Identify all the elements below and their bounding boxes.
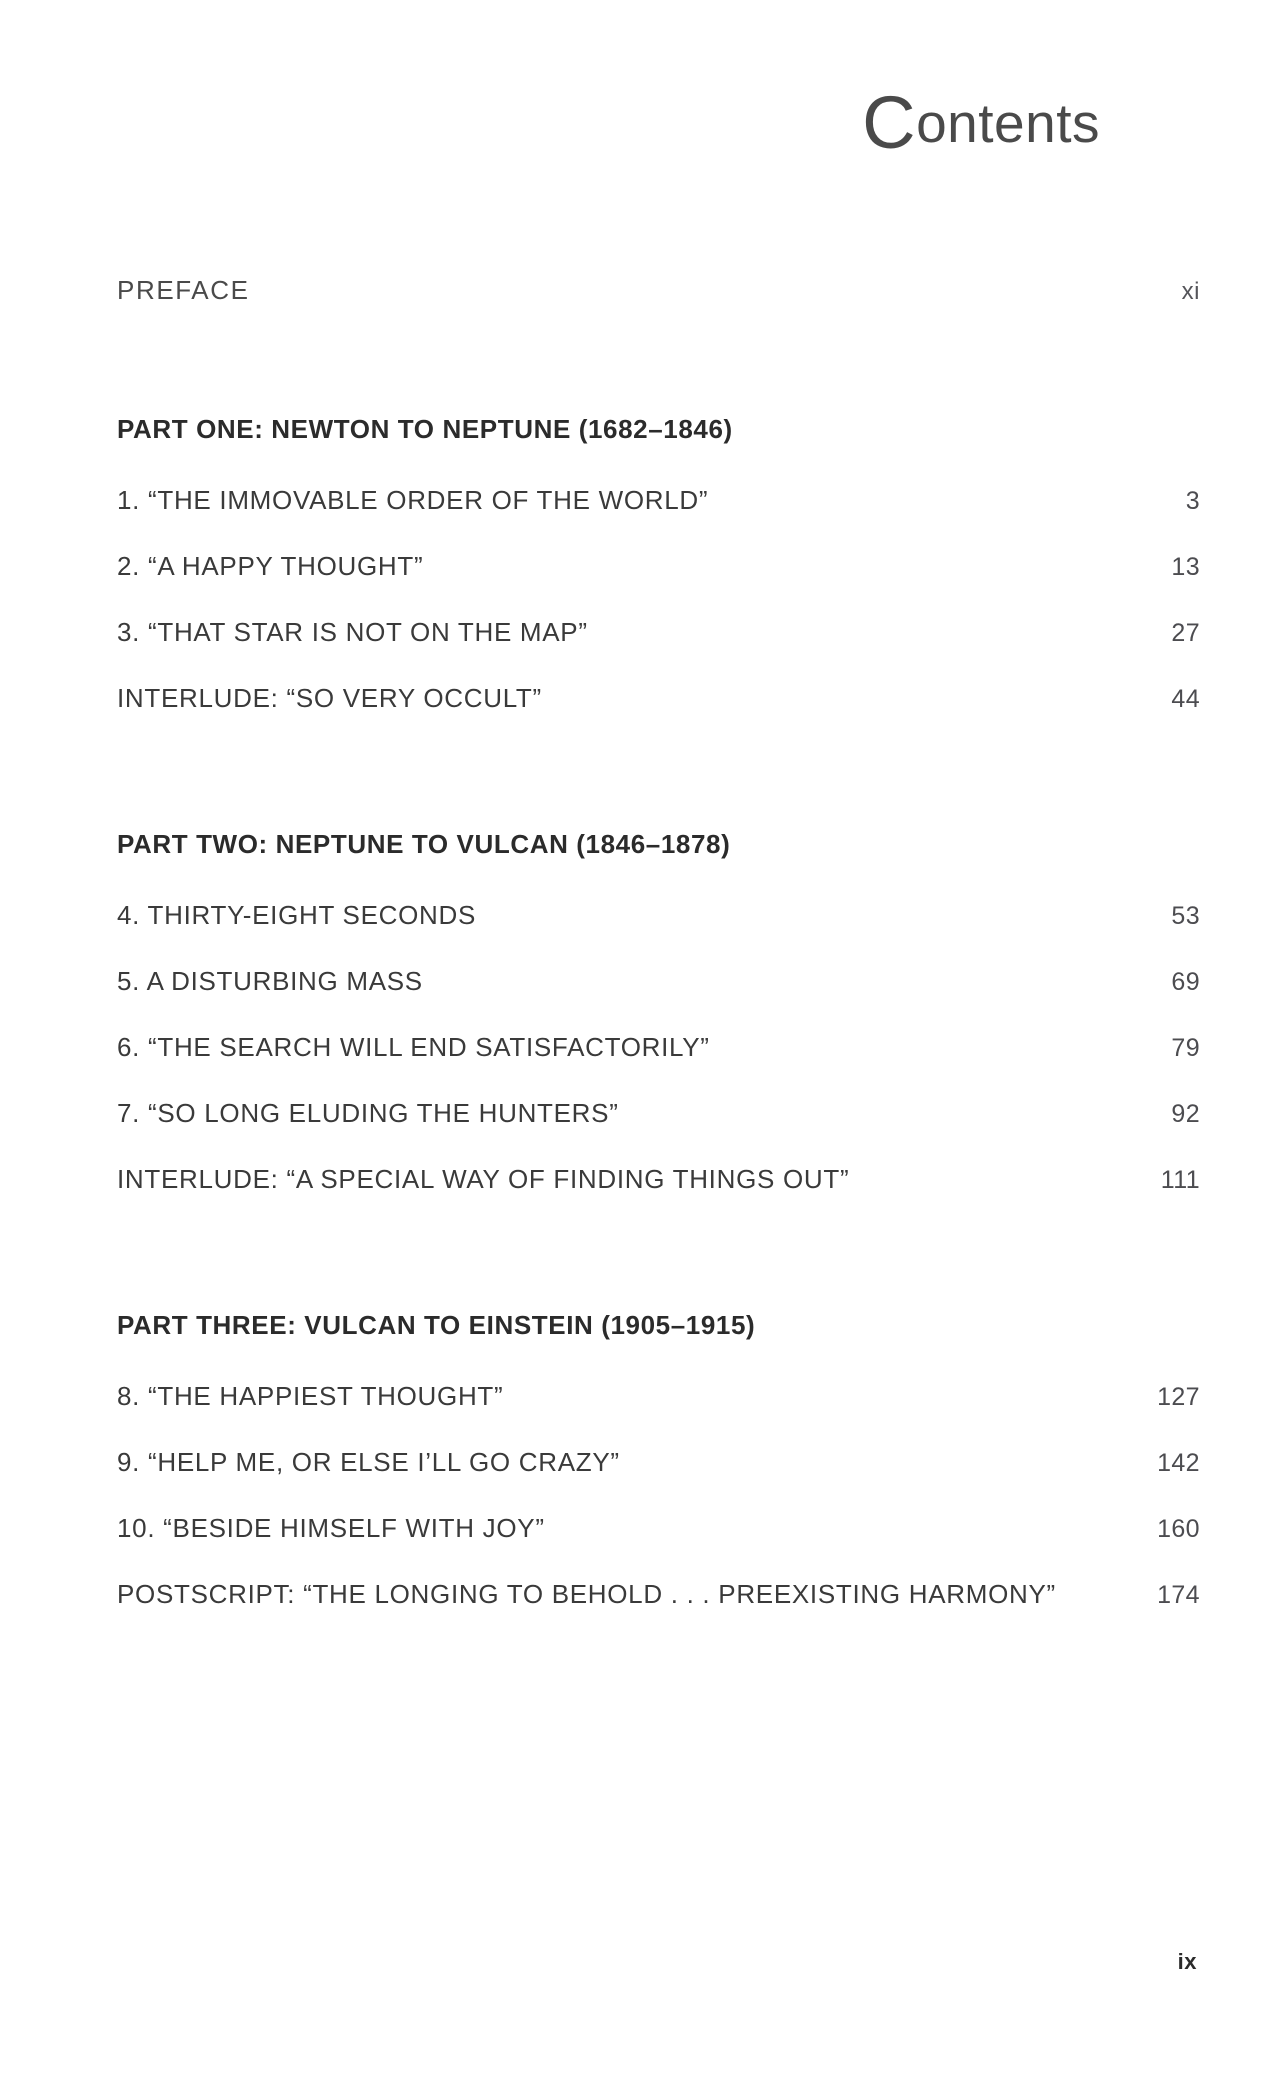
toc-entry-page: 92 — [1171, 1100, 1200, 1128]
toc-entry-page: 44 — [1171, 685, 1200, 713]
toc-entry-page: 69 — [1171, 968, 1200, 996]
toc-entry-1[interactable] — [117, 485, 1200, 516]
toc-entry-label: 8. “THE HAPPIEST THOUGHT” — [117, 1381, 504, 1411]
toc-entry-label: 5. A DISTURBING MASS — [117, 966, 423, 996]
toc-entry-page: 13 — [1171, 553, 1200, 581]
toc-entry-label: 9. “HELP ME, OR ELSE I’LL GO CRAZY” — [117, 1447, 620, 1477]
toc-entry-page: 142 — [1157, 1449, 1200, 1477]
toc-entry-page: 79 — [1171, 1034, 1200, 1062]
section-gap — [117, 1195, 1200, 1310]
entry-gap — [117, 1478, 1200, 1513]
entry-gap — [117, 1063, 1200, 1098]
part-heading-three: PART THREE: VULCAN TO EINSTEIN (1905–1915) — [117, 1310, 756, 1340]
section-gap — [117, 306, 1200, 414]
entry-gap — [117, 648, 1200, 683]
entry-gap — [117, 1412, 1200, 1447]
toc-entry-interlude-1[interactable] — [117, 683, 1200, 714]
heading-gap — [117, 860, 1200, 900]
toc-entry-label: 2. “A HAPPY THOUGHT” — [117, 551, 424, 581]
toc-entry-label: 6. “THE SEARCH WILL END SATISFACTORILY” — [117, 1032, 710, 1062]
toc-entry-4[interactable] — [117, 900, 1200, 931]
toc-entry-page: 174 — [1157, 1581, 1200, 1609]
toc-entry-label: INTERLUDE: “SO VERY OCCULT” — [117, 683, 542, 713]
toc-entry-interlude-2[interactable] — [117, 1164, 1200, 1195]
toc-entry-label: 1. “THE IMMOVABLE ORDER OF THE WORLD” — [117, 485, 709, 515]
toc-entry-page: 27 — [1171, 619, 1200, 647]
toc-entry-label: INTERLUDE: “A SPECIAL WAY OF FINDING THINGS OUT” — [117, 1164, 850, 1194]
toc-entry-3[interactable] — [117, 617, 1200, 648]
toc-list — [117, 275, 1200, 1610]
heading-gap — [117, 1341, 1200, 1381]
entry-gap — [117, 582, 1200, 617]
toc-entry-label: 7. “SO LONG ELUDING THE HUNTERS” — [117, 1098, 619, 1128]
page-folio: ix — [1177, 1949, 1197, 1974]
page-title-rest: ontents — [916, 92, 1100, 154]
toc-entry-label: PREFACE — [117, 275, 250, 305]
section-gap — [117, 714, 1200, 829]
page-title-initial: C — [862, 81, 917, 164]
toc-entry-2[interactable] — [117, 551, 1200, 582]
entry-gap — [117, 931, 1200, 966]
toc-entry-label: POSTSCRIPT: “THE LONGING TO BEHOLD . . . PREEXISTING HARMONY” — [117, 1579, 1056, 1609]
toc-entry-6[interactable] — [117, 1032, 1200, 1063]
entry-gap — [117, 1129, 1200, 1164]
part-heading-two: PART TWO: NEPTUNE TO VULCAN (1846–1878) — [117, 829, 731, 859]
heading-gap — [117, 445, 1200, 485]
toc-entry-page: 127 — [1157, 1383, 1200, 1411]
toc-entry-8[interactable] — [117, 1381, 1200, 1412]
toc-entry-postscript[interactable] — [117, 1579, 1200, 1610]
toc-entry-label: 4. THIRTY-EIGHT SECONDS — [117, 900, 477, 930]
toc-entry-page: 53 — [1171, 902, 1200, 930]
toc-entry-preface[interactable] — [117, 275, 1200, 306]
entry-gap — [117, 997, 1200, 1032]
toc-entry-9[interactable] — [117, 1447, 1200, 1478]
entry-gap — [117, 516, 1200, 551]
toc-entry-page: xi — [1181, 278, 1200, 305]
toc-entry-page: 111 — [1160, 1166, 1200, 1194]
toc-entry-page: 3 — [1185, 487, 1200, 515]
toc-entry-10[interactable] — [117, 1513, 1200, 1544]
toc-entry-7[interactable] — [117, 1098, 1200, 1129]
toc-entry-label: 3. “THAT STAR IS NOT ON THE MAP” — [117, 617, 588, 647]
entry-gap — [117, 1544, 1200, 1579]
toc-entry-5[interactable] — [117, 966, 1200, 997]
toc-entry-label: 10. “BESIDE HIMSELF WITH JOY” — [117, 1513, 545, 1543]
part-heading-one: PART ONE: NEWTON TO NEPTUNE (1682–1846) — [117, 414, 733, 444]
toc-entry-page: 160 — [1157, 1515, 1200, 1543]
page-title — [862, 81, 1100, 164]
